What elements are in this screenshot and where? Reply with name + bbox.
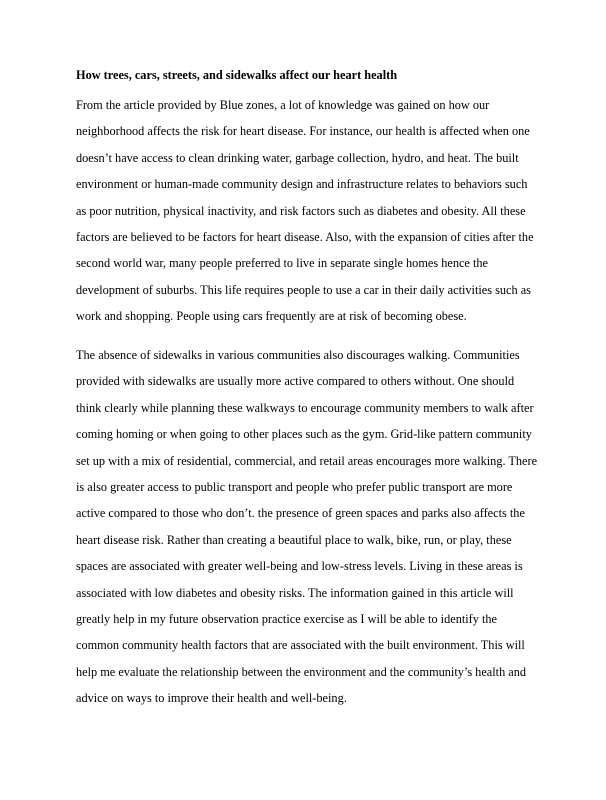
text-line: greatly help in my future observation practice exercise as I will be able to identify the [76, 611, 498, 626]
text-line: development of suburbs. This life requires people to use a car in their daily activities such as [76, 282, 531, 297]
text-line: heart disease risk. Rather than creating a beautiful place to walk, bike, run, or play, these [76, 532, 512, 547]
text-line: neighborhood affects the risk for heart disease. For instance, our health is affected when one [76, 124, 530, 139]
document-title: How trees, cars, streets, and sidewalks affect our heart health [76, 68, 398, 82]
text-line: common community health factors that are associated with the built environment. This will [76, 638, 525, 653]
text-line: The absence of sidewalks in various communities also discourages walking. Communities [76, 348, 520, 362]
text-line: second world war, many people preferred to live in separate single homes hence the [76, 256, 488, 271]
text-line: doesn’t have access to clean drinking water, garbage collection, hydro, and heat. The built [76, 150, 519, 165]
text-line: help me evaluate the relationship between the environment and the community’s health and [76, 664, 527, 679]
text-line: active compared to those who don’t. the presence of green spaces and parks also affects the [76, 506, 525, 521]
text-line: From the article provided by Blue zones, a lot of knowledge was gained on how our [76, 98, 490, 112]
text-line: factors are believed to be factors for heart disease. Also, with the expansion of cities after the [76, 229, 534, 244]
text-line: environment or human-made community design and infrastructure relates to behaviors such [76, 177, 528, 192]
paragraph-1 [76, 97, 536, 335]
paragraph-2 [76, 347, 536, 716]
text-line: is also greater access to public transport and people who prefer public transport are more [76, 479, 513, 494]
text-line: advice on ways to improve their health and well-being. [76, 691, 347, 706]
text-line: spaces are associated with greater well-being and low-stress levels. Living in these areas is [76, 559, 523, 574]
text-line: as poor nutrition, physical inactivity, and risk factors such as diabetes and obesity. All these [76, 203, 526, 218]
text-line: coming homing or when going to other places such as the gym. Grid-like pattern community [76, 427, 532, 442]
text-line: think clearly while planning these walkways to encourage community members to walk after [76, 400, 534, 415]
text-line: associated with low diabetes and obesity risks. The information gained in this article will [76, 585, 514, 600]
text-line: set up with a mix of residential, commercial, and retail areas encourages more walking. There [76, 453, 538, 468]
text-line: work and shopping. People using cars frequently are at risk of becoming obese. [76, 309, 467, 324]
text-line: provided with sidewalks are usually more active compared to others without. One should [76, 374, 515, 389]
